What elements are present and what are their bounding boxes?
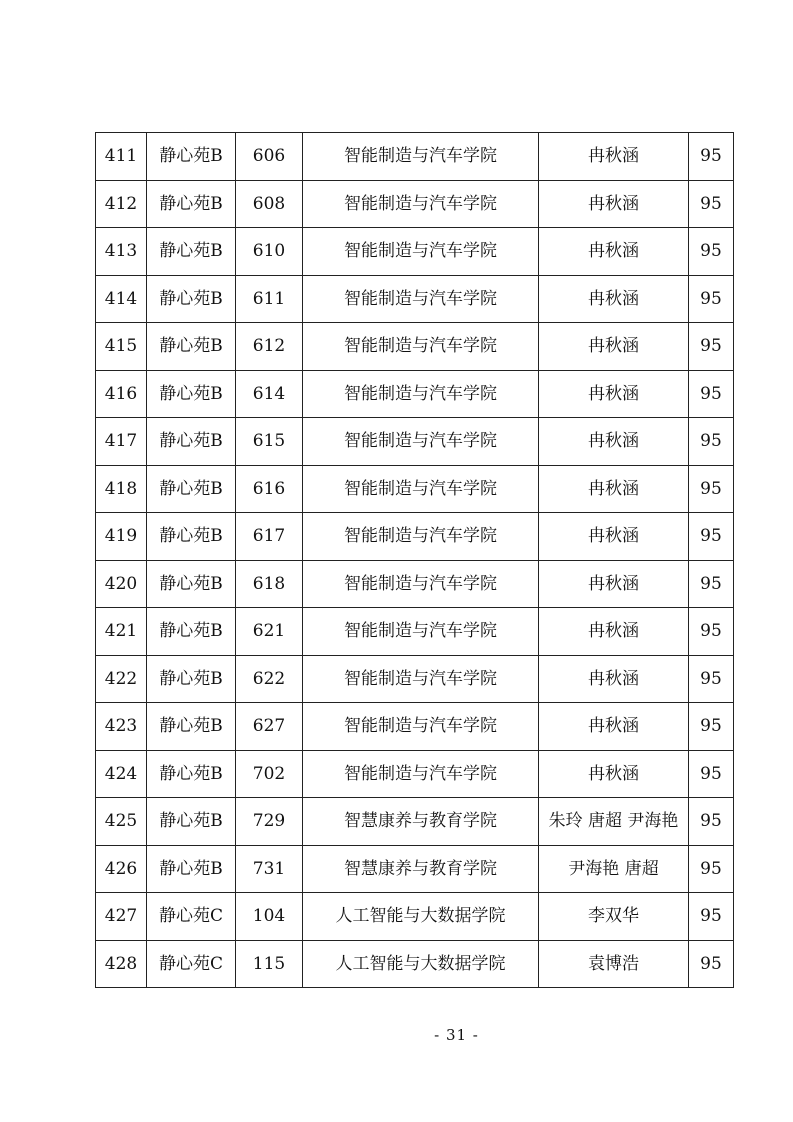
cell-score: 95 <box>689 608 734 656</box>
cell-building: 静心苑B <box>147 845 236 893</box>
cell-building: 静心苑B <box>147 228 236 276</box>
cell-score: 95 <box>689 750 734 798</box>
table-row <box>96 418 734 466</box>
cell-room: 618 <box>236 560 303 608</box>
table-row <box>96 323 734 371</box>
cell-person: 冉秋涵 <box>539 655 689 703</box>
cell-score: 95 <box>689 655 734 703</box>
table-row <box>96 750 734 798</box>
cell-person: 袁博浩 <box>539 940 689 988</box>
table-row <box>96 370 734 418</box>
cell-person: 冉秋涵 <box>539 323 689 371</box>
cell-building: 静心苑B <box>147 465 236 513</box>
cell-building: 静心苑C <box>147 893 236 941</box>
cell-person: 冉秋涵 <box>539 228 689 276</box>
table-body <box>96 133 734 988</box>
cell-room: 627 <box>236 703 303 751</box>
table-row <box>96 275 734 323</box>
dormitory-score-table <box>95 132 734 988</box>
cell-person: 冉秋涵 <box>539 703 689 751</box>
cell-building: 静心苑B <box>147 655 236 703</box>
cell-college: 人工智能与大数据学院 <box>303 893 539 941</box>
cell-building: 静心苑B <box>147 323 236 371</box>
cell-room: 608 <box>236 180 303 228</box>
cell-building: 静心苑B <box>147 180 236 228</box>
cell-college: 智能制造与汽车学院 <box>303 323 539 371</box>
table-row <box>96 180 734 228</box>
cell-score: 95 <box>689 465 734 513</box>
cell-person: 李双华 <box>539 893 689 941</box>
cell-number: 417 <box>96 418 147 466</box>
cell-room: 611 <box>236 275 303 323</box>
cell-room: 610 <box>236 228 303 276</box>
cell-room: 104 <box>236 893 303 941</box>
table-row <box>96 465 734 513</box>
cell-number: 419 <box>96 513 147 561</box>
cell-room: 621 <box>236 608 303 656</box>
cell-room: 622 <box>236 655 303 703</box>
cell-room: 702 <box>236 750 303 798</box>
cell-person: 冉秋涵 <box>539 275 689 323</box>
cell-person: 冉秋涵 <box>539 180 689 228</box>
cell-score: 95 <box>689 703 734 751</box>
cell-room: 616 <box>236 465 303 513</box>
cell-score: 95 <box>689 370 734 418</box>
cell-person: 尹海艳 唐超 <box>539 845 689 893</box>
cell-person: 冉秋涵 <box>539 560 689 608</box>
cell-number: 421 <box>96 608 147 656</box>
cell-building: 静心苑B <box>147 370 236 418</box>
cell-number: 424 <box>96 750 147 798</box>
cell-score: 95 <box>689 513 734 561</box>
cell-score: 95 <box>689 893 734 941</box>
cell-building: 静心苑B <box>147 275 236 323</box>
cell-building: 静心苑B <box>147 560 236 608</box>
cell-college: 智能制造与汽车学院 <box>303 180 539 228</box>
cell-score: 95 <box>689 845 734 893</box>
cell-room: 729 <box>236 798 303 846</box>
cell-number: 411 <box>96 133 147 181</box>
table-row <box>96 845 734 893</box>
cell-person: 冉秋涵 <box>539 370 689 418</box>
cell-college: 智慧康养与教育学院 <box>303 845 539 893</box>
cell-score: 95 <box>689 418 734 466</box>
cell-number: 428 <box>96 940 147 988</box>
cell-score: 95 <box>689 275 734 323</box>
cell-number: 423 <box>96 703 147 751</box>
cell-score: 95 <box>689 180 734 228</box>
table-row <box>96 608 734 656</box>
cell-room: 731 <box>236 845 303 893</box>
cell-college: 智慧康养与教育学院 <box>303 798 539 846</box>
cell-college: 智能制造与汽车学院 <box>303 370 539 418</box>
cell-building: 静心苑B <box>147 798 236 846</box>
cell-college: 智能制造与汽车学院 <box>303 513 539 561</box>
cell-score: 95 <box>689 940 734 988</box>
cell-number: 422 <box>96 655 147 703</box>
cell-score: 95 <box>689 560 734 608</box>
cell-room: 615 <box>236 418 303 466</box>
table-row <box>96 940 734 988</box>
cell-college: 智能制造与汽车学院 <box>303 655 539 703</box>
cell-building: 静心苑B <box>147 608 236 656</box>
cell-college: 智能制造与汽车学院 <box>303 228 539 276</box>
cell-room: 115 <box>236 940 303 988</box>
table-row <box>96 893 734 941</box>
cell-building: 静心苑B <box>147 513 236 561</box>
cell-building: 静心苑B <box>147 133 236 181</box>
cell-score: 95 <box>689 133 734 181</box>
cell-college: 智能制造与汽车学院 <box>303 418 539 466</box>
table-row <box>96 655 734 703</box>
cell-number: 416 <box>96 370 147 418</box>
cell-person: 冉秋涵 <box>539 750 689 798</box>
table-row <box>96 560 734 608</box>
cell-score: 95 <box>689 323 734 371</box>
cell-college: 智能制造与汽车学院 <box>303 608 539 656</box>
cell-person: 冉秋涵 <box>539 608 689 656</box>
cell-room: 612 <box>236 323 303 371</box>
cell-person: 冉秋涵 <box>539 513 689 561</box>
cell-room: 606 <box>236 133 303 181</box>
cell-person: 朱玲 唐超 尹海艳 <box>539 798 689 846</box>
cell-number: 412 <box>96 180 147 228</box>
cell-person: 冉秋涵 <box>539 465 689 513</box>
cell-number: 418 <box>96 465 147 513</box>
cell-number: 413 <box>96 228 147 276</box>
table-row <box>96 798 734 846</box>
cell-building: 静心苑B <box>147 703 236 751</box>
table-row <box>96 703 734 751</box>
cell-number: 426 <box>96 845 147 893</box>
cell-building: 静心苑C <box>147 940 236 988</box>
cell-college: 智能制造与汽车学院 <box>303 133 539 181</box>
page-number: - 31 - <box>434 1026 479 1044</box>
cell-number: 420 <box>96 560 147 608</box>
table-row <box>96 513 734 561</box>
cell-number: 415 <box>96 323 147 371</box>
table-row <box>96 133 734 181</box>
cell-college: 智能制造与汽车学院 <box>303 275 539 323</box>
cell-number: 425 <box>96 798 147 846</box>
cell-building: 静心苑B <box>147 418 236 466</box>
cell-room: 614 <box>236 370 303 418</box>
cell-room: 617 <box>236 513 303 561</box>
cell-score: 95 <box>689 228 734 276</box>
cell-score: 95 <box>689 798 734 846</box>
cell-person: 冉秋涵 <box>539 418 689 466</box>
cell-college: 智能制造与汽车学院 <box>303 465 539 513</box>
cell-number: 427 <box>96 893 147 941</box>
table-row <box>96 228 734 276</box>
cell-college: 智能制造与汽车学院 <box>303 750 539 798</box>
cell-college: 智能制造与汽车学院 <box>303 560 539 608</box>
cell-college: 人工智能与大数据学院 <box>303 940 539 988</box>
cell-person: 冉秋涵 <box>539 133 689 181</box>
cell-college: 智能制造与汽车学院 <box>303 703 539 751</box>
cell-number: 414 <box>96 275 147 323</box>
cell-building: 静心苑B <box>147 750 236 798</box>
